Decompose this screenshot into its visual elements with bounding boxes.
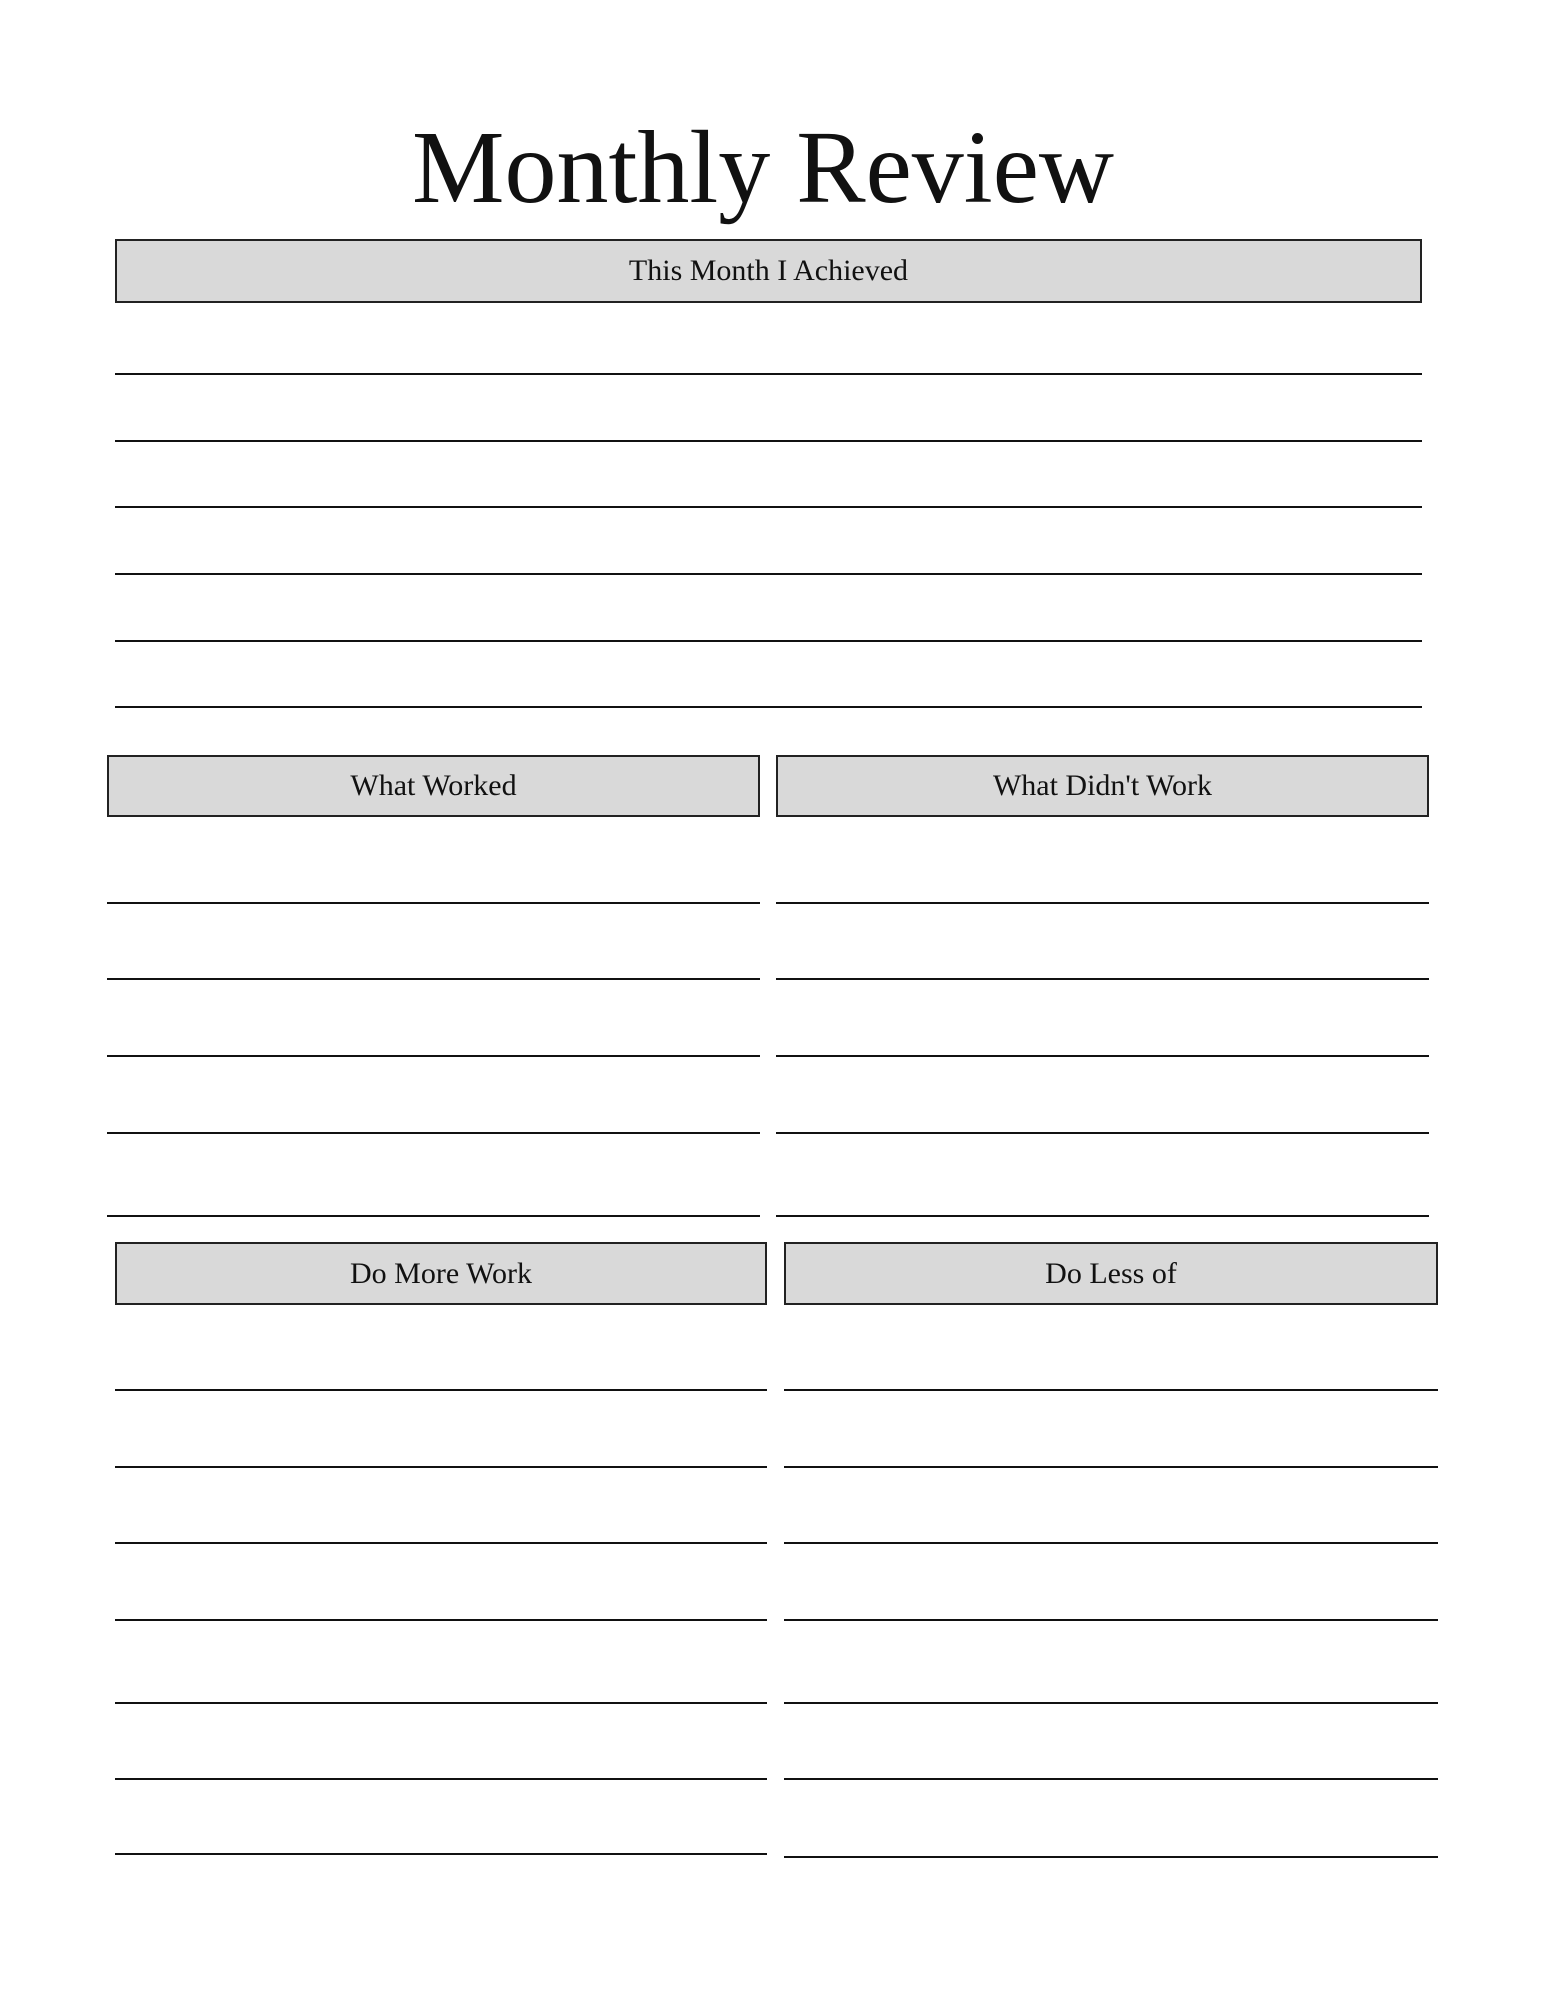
section-header-do-more bbox=[115, 1242, 767, 1305]
section-header-what-didnt-work bbox=[776, 755, 1429, 817]
writing-line[interactable] bbox=[107, 1215, 760, 1217]
writing-line[interactable] bbox=[784, 1466, 1438, 1468]
writing-line[interactable] bbox=[776, 1215, 1429, 1217]
writing-line[interactable] bbox=[107, 902, 760, 904]
writing-line[interactable] bbox=[115, 1702, 767, 1704]
writing-line[interactable] bbox=[115, 373, 1422, 375]
writing-line[interactable] bbox=[115, 1466, 767, 1468]
section-label: This Month I Achieved bbox=[628, 254, 909, 287]
writing-line[interactable] bbox=[784, 1856, 1438, 1858]
page-title: Monthly Review bbox=[412, 110, 1114, 225]
section-label: Do More Work bbox=[349, 1256, 532, 1290]
writing-line[interactable] bbox=[776, 1132, 1429, 1134]
section-header-achieved bbox=[115, 239, 1422, 303]
writing-line[interactable] bbox=[115, 1778, 767, 1780]
writing-line[interactable] bbox=[107, 1132, 760, 1134]
writing-line[interactable] bbox=[107, 1055, 760, 1057]
writing-line[interactable] bbox=[784, 1389, 1438, 1391]
writing-line[interactable] bbox=[115, 1542, 767, 1544]
writing-line[interactable] bbox=[115, 640, 1422, 642]
writing-line[interactable] bbox=[784, 1778, 1438, 1780]
writing-line[interactable] bbox=[776, 902, 1429, 904]
section-header-what-worked bbox=[107, 755, 760, 817]
section-header-do-less bbox=[784, 1242, 1438, 1305]
writing-line[interactable] bbox=[776, 1055, 1429, 1057]
writing-line[interactable] bbox=[784, 1619, 1438, 1621]
writing-line[interactable] bbox=[115, 1853, 767, 1855]
section-label: What Worked bbox=[350, 769, 517, 802]
writing-line[interactable] bbox=[784, 1542, 1438, 1544]
writing-line[interactable] bbox=[784, 1702, 1438, 1704]
writing-line[interactable] bbox=[115, 573, 1422, 575]
writing-line[interactable] bbox=[115, 440, 1422, 442]
writing-line[interactable] bbox=[115, 706, 1422, 708]
writing-line[interactable] bbox=[776, 978, 1429, 980]
writing-line[interactable] bbox=[115, 1389, 767, 1391]
writing-line[interactable] bbox=[107, 978, 760, 980]
writing-line[interactable] bbox=[115, 506, 1422, 508]
section-label: Do Less of bbox=[1045, 1256, 1177, 1290]
section-label: What Didn't Work bbox=[992, 769, 1213, 802]
writing-line[interactable] bbox=[115, 1619, 767, 1621]
